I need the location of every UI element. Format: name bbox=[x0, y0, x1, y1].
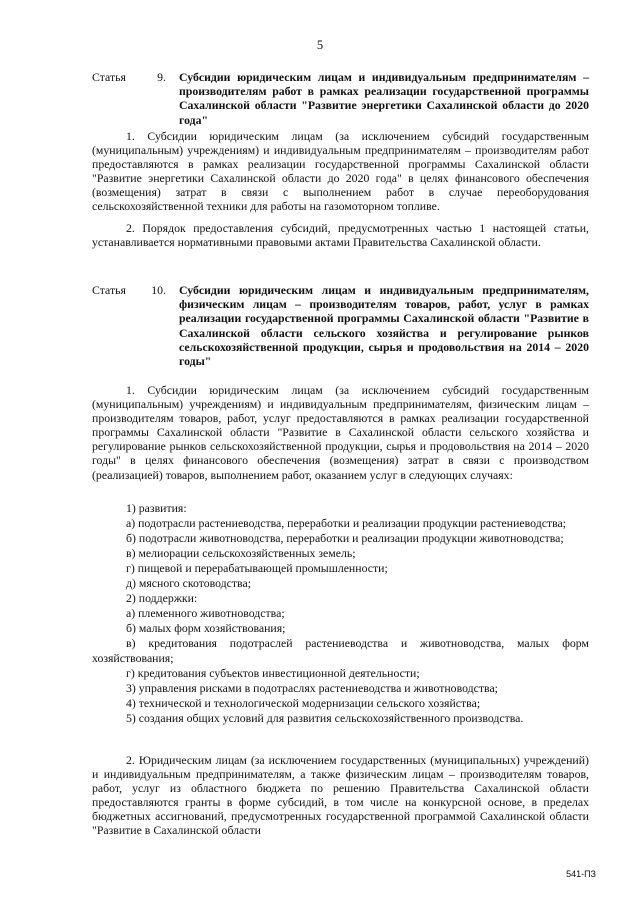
list-item: а) подотрасли растениеводства, переработки и реализации продукции растениеводства; bbox=[126, 516, 567, 530]
list-item: 5) создания общих условий для развития сельскохозяйственного производства. bbox=[126, 711, 524, 725]
article-10-heading bbox=[92, 283, 589, 368]
article-9-heading bbox=[92, 70, 589, 127]
list-item: 1) развития: bbox=[126, 501, 187, 515]
article-10-label: Статья bbox=[92, 283, 126, 297]
list-item: г) кредитования субъектов инвестиционной деятельности; bbox=[126, 666, 420, 680]
article-9-paragraph-1: 1. Субсидии юридическим лицам (за исключением субсидий государственным (муниципальным) учреждениям) и индивидуальным предпринимателям – производителям работ предоставляются в рамках реализации государственной программы Сахалинской области "Развитие энергетики Сахалинской области до 2020 года" в целях финансового обеспечения (возмещения) затрат в связи с выполнением работ в случае переоборудования сельскохозяйственной техники для работы на газомоторном топливе. bbox=[92, 129, 589, 214]
article-9-number: 9. bbox=[157, 70, 166, 84]
article-10-title: Субсидии юридическим лицам и индивидуальным предпринимателям, физическим лицам – производителям товаров, работ, услуг в рамках реализации государственной программы Сахалинской области "Развитие в Сахалинской области сельского хозяйства и регулирование рынков сельскохозяйственной продукции, сырья и продовольствия на 2014 – 2020 годы" bbox=[179, 283, 589, 369]
article-9-paragraph-2: 2. Порядок предоставления субсидий, предусмотренных частью 1 настоящей статьи, устанавливается нормативными правовыми актами Правительства Сахалинской области. bbox=[92, 221, 589, 250]
list-item: в) мелиорации сельскохозяйственных земель; bbox=[126, 546, 356, 560]
article-10-case-list bbox=[92, 501, 589, 726]
list-item: б) подотрасли животноводства, переработки и реализации продукции животноводства; bbox=[126, 531, 564, 545]
list-item: а) племенного животноводства; bbox=[126, 606, 285, 620]
list-item: 3) управления рисками в подотраслях растениеводства и животноводства; bbox=[126, 681, 498, 695]
article-10-paragraph-2: 2. Юридическим лицам (за исключением государственных (муниципальных) учреждений) и индивидуальным предпринимателям, а также физическим лицам – производителям товаров, работ, услуг из областного бюджета по решению Правительства Сахалинской области предоставляются гранты в форме субсидий, в том числе на конкурсной основе, в пределах бюджетных ассигнований, предусмотренных государственной программой Сахалинской области "Развитие в Сахалинской области bbox=[92, 753, 589, 838]
article-10-number: 10. bbox=[151, 283, 166, 297]
document-code: 541-ПЗ bbox=[566, 869, 596, 879]
article-10-paragraph-1: 1. Субсидии юридическим лицам (за исключением субсидий государственным (муниципальным) учреждениям) и индивидуальным предпринимателям, физическим лицам – производителям товаров, работ, услуг предоставляются в рамках реализации государственной программы Сахалинской области "Развитие в Сахалинской области сельского хозяйства и регулирование рынков сельскохозяйственной продукции, сырья и продовольствия на 2014 – 2020 годы" в целях финансового обеспечения (возмещения) затрат в связи с производством (реализацией) товаров, выполнением работ, оказанием услуг в следующих случаях: bbox=[92, 383, 589, 482]
list-item: 2) поддержки: bbox=[126, 591, 198, 605]
page-number: 5 bbox=[316, 38, 324, 52]
list-item: д) мясного скотоводства; bbox=[126, 576, 251, 590]
article-9-title: Субсидии юридическим лицам и индивидуальным предпринимателям – производителям работ в рамках реализации государственной программы Сахалинской области "Развитие энергетики Сахалинской области до 2020 года" bbox=[179, 70, 589, 127]
list-item: г) пищевой и перерабатывающей промышленности; bbox=[126, 561, 388, 575]
list-item: б) малых форм хозяйствования; bbox=[126, 621, 286, 635]
list-item: в) кредитования подотраслей растениеводства и животноводства, малых форм хозяйствования; bbox=[92, 636, 589, 665]
list-item: 4) технической и технологической модернизации сельского хозяйства; bbox=[126, 696, 481, 710]
article-9-label: Статья bbox=[92, 70, 126, 84]
